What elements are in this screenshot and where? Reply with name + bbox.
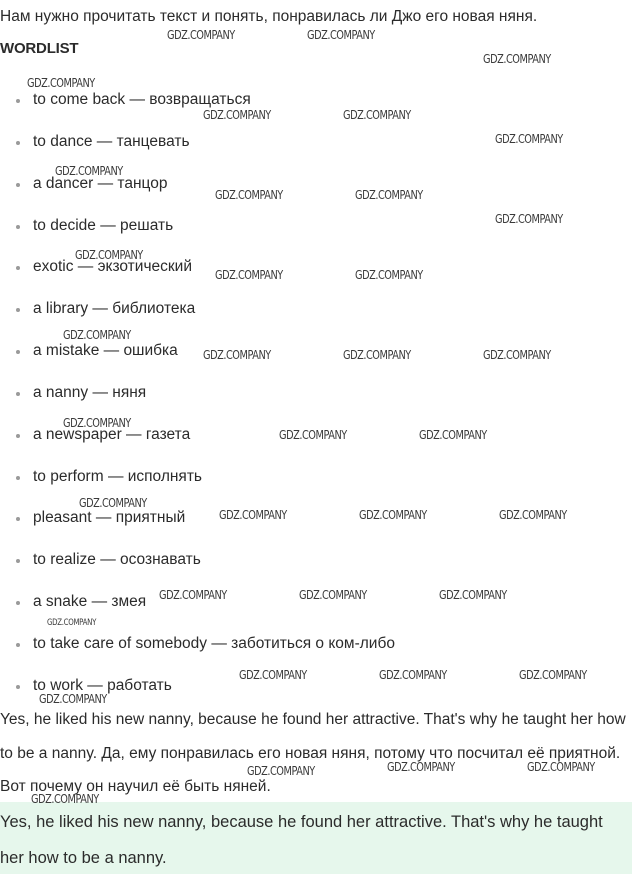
watermark: GDZ.COMPANY [167,27,235,42]
watermark: GDZ.COMPANY [219,507,287,522]
list-item [0,173,632,215]
watermark: GDZ.COMPANY [215,267,283,282]
watermark: GDZ.COMPANY [439,587,507,602]
answer-text: Yes, he liked his new nanny, because he found her attractive. That's why he taught her how to be a nanny. Да, ему понравилась его новая няня, потому что посчитал её приятной. Вот почему он научил её быть няней. [0,711,626,795]
watermark: GDZ.COMPANY [27,75,95,90]
watermark: GDZ.COMPANY [63,415,131,430]
list-item-text: to dance — танцевать [33,132,190,150]
bullet-icon [16,517,20,521]
watermark: GDZ.COMPANY [159,587,227,602]
bullet-icon [16,434,20,438]
list-item-text: to realize — осознавать [33,551,201,569]
list-item-text: a library — библиотека [33,300,196,318]
watermark: GDZ.COMPANY [343,107,411,122]
answer-highlight-box [0,802,632,874]
watermark: GDZ.COMPANY [379,667,447,682]
watermark: GDZ.COMPANY [31,791,99,806]
list-item-text: a nanny — няня [33,383,147,401]
bullet-icon [16,476,20,480]
list-item-text: exotic — экзотический [33,258,192,276]
list-item-text: to come back — возвращаться [33,91,251,108]
bullet-icon [16,601,20,605]
bullet-icon [16,266,20,270]
watermark: GDZ.COMPANY [247,763,315,778]
watermark: GDZ.COMPANY [359,507,427,522]
watermark: GDZ.COMPANY [279,427,347,442]
watermark: GDZ.COMPANY [355,187,423,202]
watermark: GDZ.COMPANY [215,187,283,202]
watermark: GDZ.COMPANY [387,759,455,774]
watermark: GDZ.COMPANY [495,211,563,226]
watermark: GDZ.COMPANY [527,759,595,774]
list-item-text: a dancer — танцор [33,174,168,192]
watermark: GDZ.COMPANY [343,347,411,362]
intro-text: Нам нужно прочитать текст и понять, понравилась ли Джо его новая няня. [0,8,538,25]
watermark: GDZ.COMPANY [47,618,97,628]
list-item-text: pleasant — приятный [33,509,186,527]
watermark: GDZ.COMPANY [203,107,271,122]
list-item-text: to decide — решать [33,216,174,234]
watermark: GDZ.COMPANY [239,667,307,682]
watermark: GDZ.COMPANY [483,51,551,66]
bullet-icon [16,141,20,145]
bullet-icon [16,643,20,647]
watermark: GDZ.COMPANY [299,587,367,602]
bullet-icon [16,225,20,229]
watermark: GDZ.COMPANY [39,691,107,706]
watermark: GDZ.COMPANY [307,27,375,42]
watermark: GDZ.COMPANY [499,507,567,522]
watermark: GDZ.COMPANY [483,347,551,362]
bullet-icon [16,183,20,187]
list-item [0,549,632,591]
bullet-icon [16,350,20,354]
bullet-icon [16,685,20,689]
watermark: GDZ.COMPANY [355,267,423,282]
watermark: GDZ.COMPANY [495,131,563,146]
bullet-icon [16,559,20,563]
bullet-icon [16,392,20,396]
list-item-text: a newspaper — газета [33,425,191,443]
list-item [0,89,632,131]
watermark: GDZ.COMPANY [75,247,143,262]
watermark: GDZ.COMPANY [203,347,271,362]
watermark: GDZ.COMPANY [519,667,587,682]
bullet-icon [16,99,20,103]
list-item-text: a snake — змея [33,593,147,611]
list-item-text: to take care of somebody — заботиться о ком-либо [33,634,395,652]
watermark: GDZ.COMPANY [55,163,123,178]
bullet-icon [16,308,20,312]
watermark: GDZ.COMPANY [419,427,487,442]
watermark: GDZ.COMPANY [79,495,147,510]
list-item-text: a mistake — ошибка [33,342,178,360]
list-item [0,256,632,298]
list-item-text: to perform — исполнять [33,467,203,485]
watermark: GDZ.COMPANY [63,327,131,342]
wordlist-heading: WORDLIST [0,40,79,57]
list-item-text: to work — работать [33,676,172,694]
answer-box-text: Yes, he liked his new nanny, because he found her attractive. That's why he taught her how to be a nanny. [0,813,603,867]
